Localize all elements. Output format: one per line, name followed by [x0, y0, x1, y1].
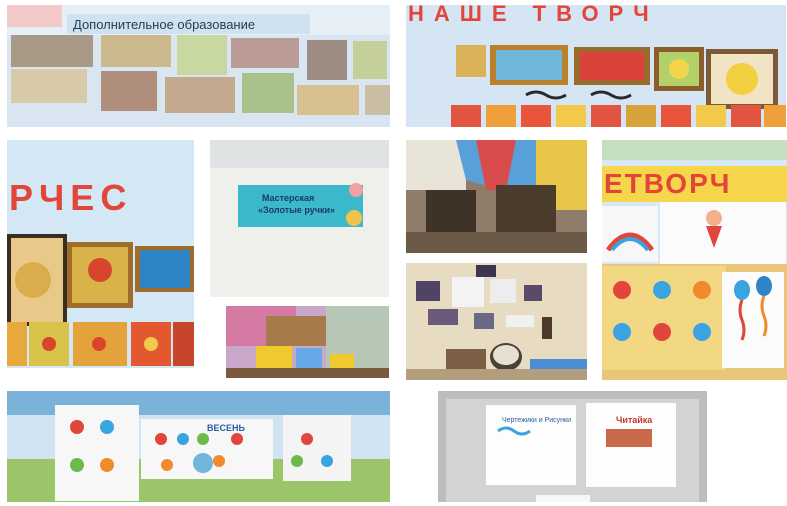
- sign-line-1: Мастерская: [262, 193, 315, 203]
- photo-music-corner: [406, 263, 587, 380]
- right-sheet-title: Читайка: [616, 415, 653, 425]
- curtain-photo: [406, 140, 587, 253]
- photo-handprint-art: [7, 391, 390, 502]
- handprint-photo: [7, 391, 390, 502]
- creativity-banner: ЕТВОРЧ: [604, 168, 732, 199]
- photo-playroom: [226, 306, 389, 378]
- photo-notice-board: [438, 391, 707, 502]
- gallery-banner: НАШЕ ТВОРЧ: [408, 5, 659, 26]
- handmade-photo: [7, 140, 194, 368]
- left-sheet-title: Чертежики и Рисунки: [502, 417, 572, 424]
- music-photo: [406, 263, 587, 380]
- board-title: Дополнительное образование: [73, 17, 256, 32]
- notice-photo: [438, 391, 707, 502]
- photo-additional-education-board: [7, 5, 390, 127]
- photo-creativity-wall: [602, 140, 787, 380]
- playroom-photo: [226, 306, 389, 378]
- sign-line-2: «Золотые ручки»: [258, 205, 336, 215]
- photo-handmade-works-wall: [7, 140, 194, 368]
- photo-workshop-sign: [210, 140, 389, 297]
- sign-photo: [210, 140, 389, 297]
- photo-curtain-corner: [406, 140, 587, 253]
- handmade-banner: РЧЕС: [9, 177, 133, 218]
- handprint-caption: ВЕСЕНЬ: [207, 423, 245, 433]
- photo-our-creativity-gallery: [406, 5, 786, 127]
